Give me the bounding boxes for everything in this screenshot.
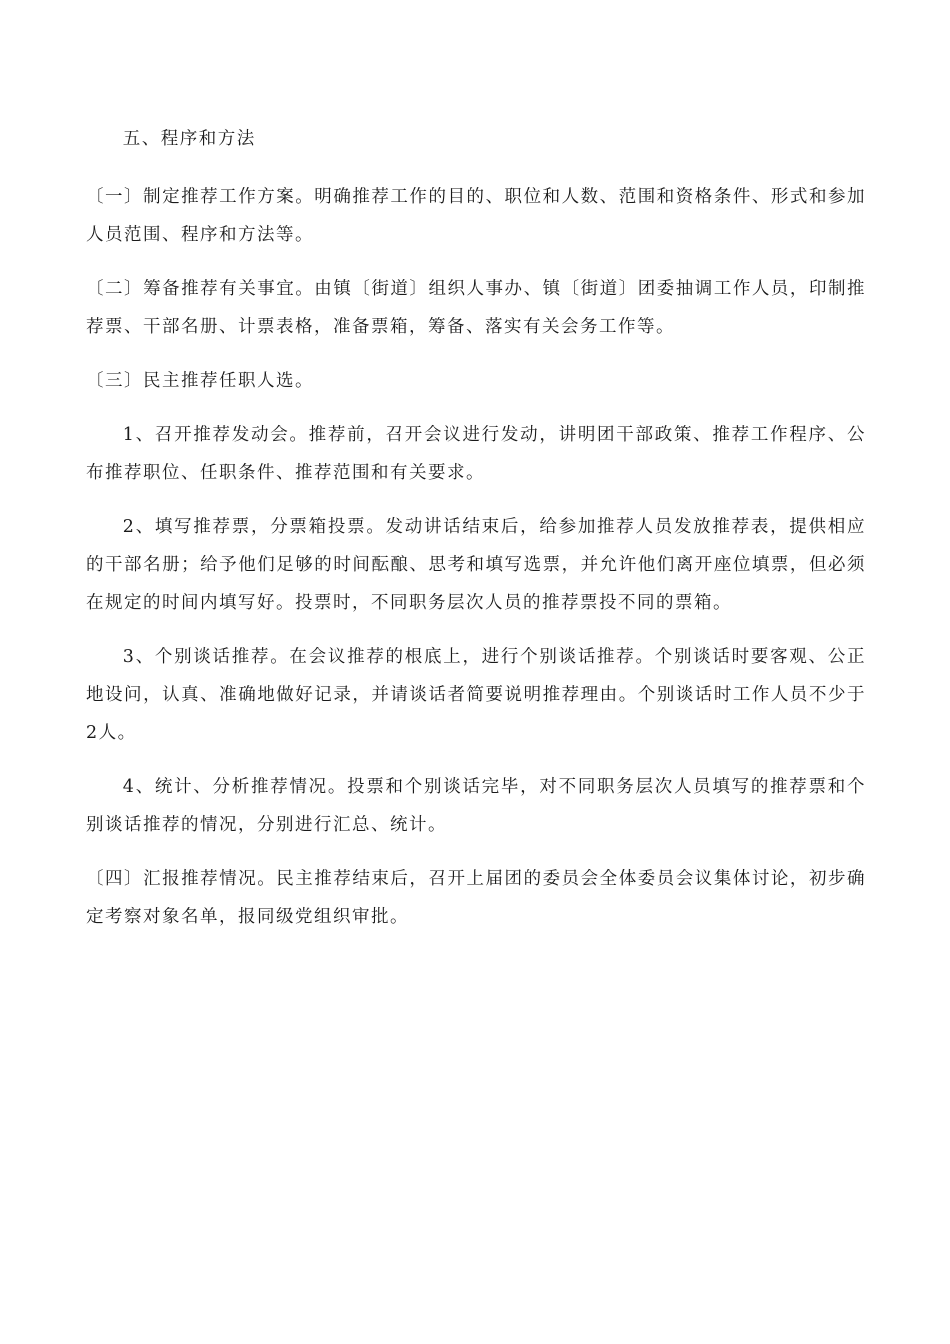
- section-heading: 五、程序和方法: [122, 129, 256, 149]
- paragraph-4: 1、召开推荐发动会。推荐前，召开会议进行发动，讲明团干部政策、推荐工作程序、公布推荐职位、任职条件、推荐范围和有关要求。: [86, 425, 866, 483]
- paragraph-3: 〔三〕民主推荐任职人选。: [86, 371, 314, 391]
- paragraph-1: 〔一〕制定推荐工作方案。明确推荐工作的目的、职位和人数、范围和资格条件、形式和参加人员范围、程序和方法等。: [86, 187, 866, 245]
- document-body: [86, 120, 866, 952]
- paragraph-6: 3、个别谈话推荐。在会议推荐的根底上，进行个别谈话推荐。个别谈话时要客观、公正地设问，认真、准确地做好记录，并请谈话者简要说明推荐理由。个别谈话时工作人员不少于2人。: [86, 647, 866, 743]
- paragraph-7: 4、统计、分析推荐情况。投票和个别谈话完毕，对不同职务层次人员填写的推荐票和个别谈话推荐的情况，分别进行汇总、统计。: [86, 777, 866, 835]
- paragraph-8: 〔四〕汇报推荐情况。民主推荐结束后，召开上届团的委员会全体委员会议集体讨论，初步确定考察对象名单，报同级党组织审批。: [86, 869, 866, 927]
- paragraph-2: 〔二〕筹备推荐有关事宜。由镇〔街道〕组织人事办、镇〔街道〕团委抽调工作人员，印制推荐票、干部名册、计票表格，准备票箱，筹备、落实有关会务工作等。: [86, 279, 866, 337]
- paragraph-5: 2、填写推荐票，分票箱投票。发动讲话结束后，给参加推荐人员发放推荐表，提供相应的干部名册；给予他们足够的时间酝酿、思考和填写选票，并允许他们离开座位填票，但必须在规定的时间内填写好。投票时，不同职务层次人员的推荐票投不同的票箱。: [86, 517, 866, 613]
